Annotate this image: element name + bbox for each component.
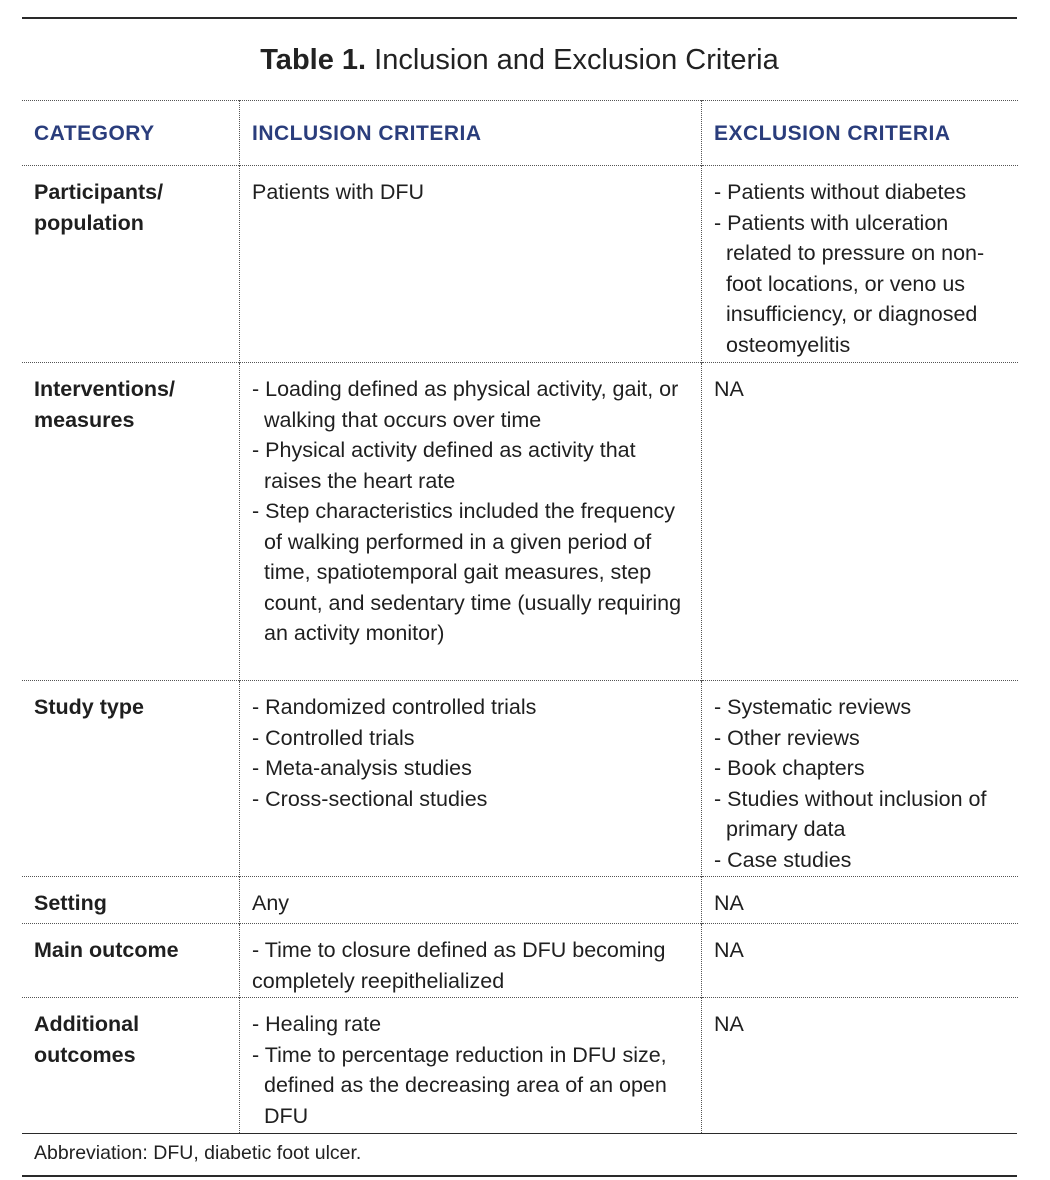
header-category: CATEGORY bbox=[34, 121, 155, 145]
list-item: - Patients without diabetes bbox=[714, 177, 1006, 208]
exclusion-cell bbox=[702, 681, 1019, 877]
table-row bbox=[22, 877, 1018, 924]
category-cell: Participants/ population bbox=[34, 180, 164, 235]
list-item: - Case studies bbox=[714, 845, 1006, 876]
table-row bbox=[22, 166, 1018, 363]
list-item: - Cross-sectional studies bbox=[252, 784, 689, 815]
category-cell: Main outcome bbox=[34, 938, 179, 963]
list-item: - Systematic reviews bbox=[714, 692, 1006, 723]
list-item: - Step characteristics included the frequency of walking performed in a given period of time, spatiotemporal gait measures, step count, and sedentary time (usually requiring an activity monitor) bbox=[252, 496, 689, 649]
list-item: - Physical activity defined as activity that raises the heart rate bbox=[252, 435, 689, 496]
inclusion-cell: - Time to closure defined as DFU becoming completely reepithelialized bbox=[240, 924, 702, 998]
exclusion-cell: NA bbox=[702, 363, 1019, 681]
table-row bbox=[22, 998, 1018, 1134]
inclusion-cell bbox=[240, 681, 702, 877]
list-item: - Meta-analysis studies bbox=[252, 753, 689, 784]
table-footnote: Abbreviation: DFU, diabetic foot ulcer. bbox=[22, 1133, 1017, 1177]
category-cell: Study type bbox=[34, 695, 144, 720]
list-item: - Patients with ulceration related to pressure on non-foot locations, or veno us insufficiency, or diagnosed osteomyelitis bbox=[714, 208, 1006, 361]
category-cell: Additional outcomes bbox=[34, 1012, 140, 1067]
exclusion-cell: NA bbox=[702, 877, 1019, 924]
header-exclusion: EXCLUSION CRITERIA bbox=[702, 100, 1019, 166]
inclusion-cell bbox=[240, 998, 702, 1134]
list-item: - Randomized controlled trials bbox=[252, 692, 689, 723]
list-item: - Time to percentage reduction in DFU size, defined as the decreasing area of an open DFU bbox=[252, 1040, 689, 1132]
category-cell: Setting bbox=[34, 891, 107, 916]
table-container bbox=[22, 17, 1017, 1177]
header-row bbox=[22, 100, 1018, 166]
category-cell: Interventions/ measures bbox=[34, 377, 175, 432]
table-title-text: Inclusion and Exclusion Criteria bbox=[374, 44, 779, 76]
list-item: - Other reviews bbox=[714, 723, 1006, 754]
list-item: - Healing rate bbox=[252, 1009, 689, 1040]
header-inclusion: INCLUSION CRITERIA bbox=[240, 100, 702, 166]
inclusion-cell: Any bbox=[240, 877, 702, 924]
table-row bbox=[22, 363, 1018, 681]
exclusion-cell: NA bbox=[702, 998, 1019, 1134]
exclusion-cell: NA bbox=[702, 924, 1019, 998]
list-item: - Studies without inclusion of primary data bbox=[714, 784, 1006, 845]
criteria-table bbox=[22, 100, 1018, 1134]
list-item: - Loading defined as physical activity, gait, or walking that occurs over time bbox=[252, 374, 689, 435]
exclusion-cell bbox=[702, 166, 1019, 363]
inclusion-cell bbox=[240, 363, 702, 681]
table-title bbox=[22, 19, 1017, 100]
list-item: - Controlled trials bbox=[252, 723, 689, 754]
list-item: - Book chapters bbox=[714, 753, 1006, 784]
inclusion-cell: Patients with DFU bbox=[240, 166, 702, 363]
table-number: Table 1. bbox=[260, 44, 367, 76]
table-row bbox=[22, 681, 1018, 877]
table-row bbox=[22, 924, 1018, 998]
